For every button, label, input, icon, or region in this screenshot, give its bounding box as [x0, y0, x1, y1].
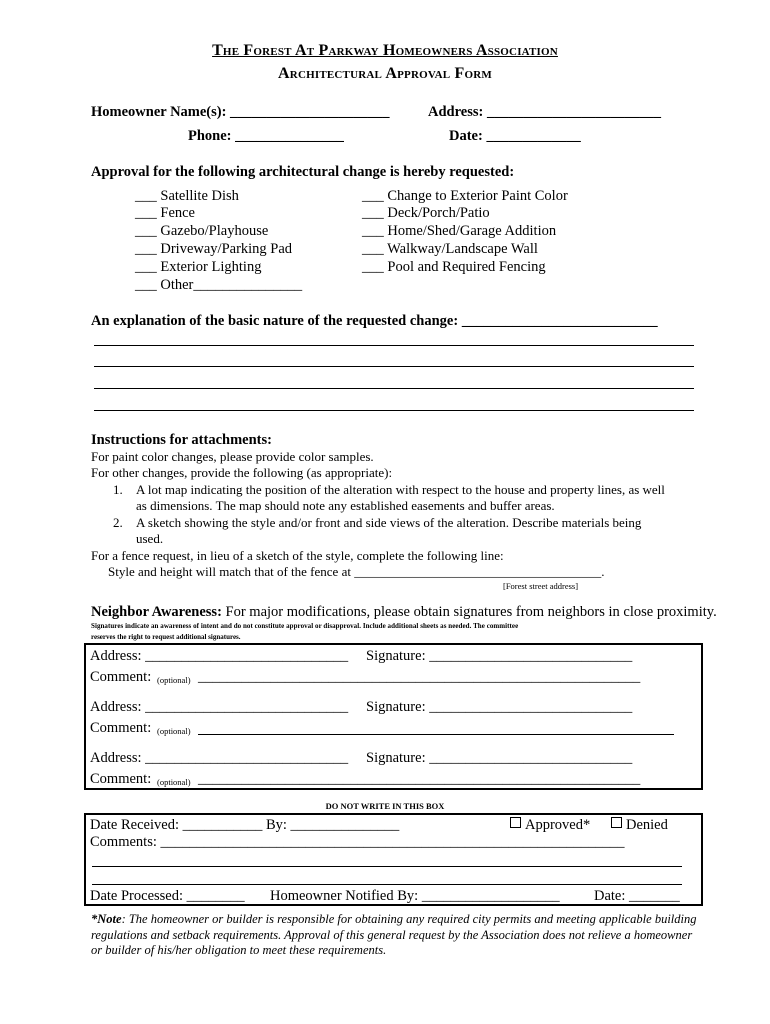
approved-option[interactable] — [510, 817, 590, 834]
neighbor-2-optional-label: (optional) — [157, 726, 191, 736]
footnote-line-2: regulations and setback requirements. Approval of this general request by the Association does not relieve a homeowner — [91, 928, 693, 942]
instructions-paint: For paint color changes, please provide color samples. — [91, 449, 374, 464]
office-comments-field: Comments: ________________________________________________________________ — [90, 834, 625, 850]
instructions-item-2-cont: used. — [136, 531, 164, 546]
neighbor-signatures-box — [84, 643, 703, 790]
street-address-caption: [Forest street address] — [503, 581, 579, 591]
neighbor-1-optional-label: (optional) — [157, 675, 191, 685]
option-other[interactable]: ___ Other_______________ — [135, 277, 303, 293]
neighbor-3-comment-field[interactable]: _____________________________________________________________ — [198, 771, 641, 787]
date-processed-field: Date Processed: ________ — [90, 888, 245, 904]
instructions-other: For other changes, provide the following (as appropriate): — [91, 465, 393, 480]
option-satellite-dish[interactable]: ___ Satellite Dish — [135, 188, 239, 204]
neighbor-1-comment-label: Comment: — [90, 669, 152, 685]
option-gazebo-playhouse[interactable]: ___ Gazebo/Playhouse — [135, 223, 269, 239]
explanation-line-2[interactable] — [94, 366, 694, 367]
neighbor-note-1: Signatures indicate an awareness of intent and do not constitute approval or disapproval. Include additional sheets as needed. The committee — [91, 622, 519, 630]
explanation-label[interactable]: An explanation of the basic nature of the requested change: ___________________________ — [91, 313, 658, 329]
phone-field[interactable]: Phone: _______________ — [188, 128, 344, 144]
office-use-notice: DO NOT WRITE IN THIS BOX — [325, 801, 445, 811]
office-comments-line-3 — [92, 884, 682, 885]
neighbor-2-signature-field[interactable]: Signature: ____________________________ — [366, 699, 633, 715]
homeowner-notified-field: Homeowner Notified By: ___________________ — [270, 888, 560, 904]
option-walkway-landscape-wall[interactable]: ___ Walkway/Landscape Wall — [362, 241, 538, 257]
neighbor-3-signature-field[interactable]: Signature: ____________________________ — [366, 750, 633, 766]
notified-date-field: Date: _______ — [594, 888, 680, 904]
explanation-line-1[interactable] — [94, 345, 694, 346]
instructions-item-1-number: 1. — [113, 482, 123, 497]
neighbor-1-signature-field[interactable]: Signature: ____________________________ — [366, 648, 633, 664]
approved-checkbox-icon[interactable] — [510, 817, 521, 828]
form-title: Architectural Approval Form — [278, 65, 492, 82]
footnote-line-1 — [91, 912, 697, 927]
approval-heading: Approval for the following architectural change is hereby requested: — [91, 164, 515, 180]
neighbor-awareness-line — [91, 604, 717, 621]
denied-label: Denied — [626, 817, 668, 833]
neighbor-2-address-field[interactable]: Address: ____________________________ — [90, 699, 349, 715]
instructions-item-1-cont: as dimensions. The map should note any established easements and buffer areas. — [136, 498, 555, 513]
neighbor-3-comment-label: Comment: — [90, 771, 152, 787]
explanation-line-3[interactable] — [94, 388, 694, 389]
office-comments-line-2 — [92, 866, 682, 867]
instructions-item-2-number: 2. — [113, 515, 123, 530]
date-field[interactable]: Date: _____________ — [449, 128, 581, 144]
address-field[interactable]: Address: ________________________ — [428, 104, 661, 120]
neighbor-2-comment-label: Comment: — [90, 720, 152, 736]
footnote-text-1: : The homeowner or builder is responsible for obtaining any required city permits and meeting applicable building — [121, 912, 697, 926]
instructions-item-2-text: A sketch showing the style and/or front and side views of the alteration. Describe materials being — [136, 515, 642, 530]
fence-style-field[interactable]: Style and height will match that of the fence at ______________________________________. — [108, 564, 605, 579]
option-driveway-parking-pad[interactable]: ___ Driveway/Parking Pad — [135, 241, 293, 257]
neighbor-note-2: reserves the right to request additional signatures. — [91, 633, 241, 641]
denied-checkbox-icon[interactable] — [611, 817, 622, 828]
neighbor-awareness-heading: Neighbor Awareness: — [91, 604, 222, 620]
neighbor-3-address-field[interactable]: Address: ____________________________ — [90, 750, 349, 766]
neighbor-1-comment-field[interactable]: _____________________________________________________________ — [198, 669, 641, 685]
explanation-line-4[interactable] — [94, 410, 694, 411]
footnote-line-3: or builder of his/her obligation to meet these requirements. — [91, 943, 387, 957]
form-association-title: The Forest At Parkway Homeowners Association — [212, 42, 558, 59]
option-home-shed-garage-addition[interactable]: ___ Home/Shed/Garage Addition — [362, 223, 557, 239]
neighbor-3-optional-label: (optional) — [157, 777, 191, 787]
approved-label: Approved* — [525, 817, 591, 833]
date-received-field: Date Received: ___________ By: _______________ — [90, 817, 400, 833]
option-pool-fencing[interactable]: ___ Pool and Required Fencing — [362, 259, 546, 275]
option-exterior-paint-color[interactable]: ___ Change to Exterior Paint Color — [362, 188, 568, 204]
neighbor-1-address-field[interactable]: Address: ____________________________ — [90, 648, 349, 664]
footnote-note-label: *Note — [91, 912, 122, 926]
denied-option[interactable] — [611, 817, 668, 834]
homeowner-name-field[interactable]: Homeowner Name(s): ______________________ — [91, 104, 390, 120]
option-exterior-lighting[interactable]: ___ Exterior Lighting — [135, 259, 262, 275]
neighbor-2-comment-field[interactable] — [198, 734, 674, 735]
instructions-item-1-text: A lot map indicating the position of the alteration with respect to the house and property lines, as well — [136, 482, 665, 497]
option-fence[interactable]: ___ Fence — [135, 205, 195, 221]
instructions-heading: Instructions for attachments: — [91, 432, 272, 448]
neighbor-awareness-text: For major modifications, please obtain signatures from neighbors in close proximity. — [221, 604, 717, 620]
option-deck-porch-patio[interactable]: ___ Deck/Porch/Patio — [362, 205, 490, 221]
instructions-fence: For a fence request, in lieu of a sketch of the style, complete the following line: — [91, 548, 504, 563]
